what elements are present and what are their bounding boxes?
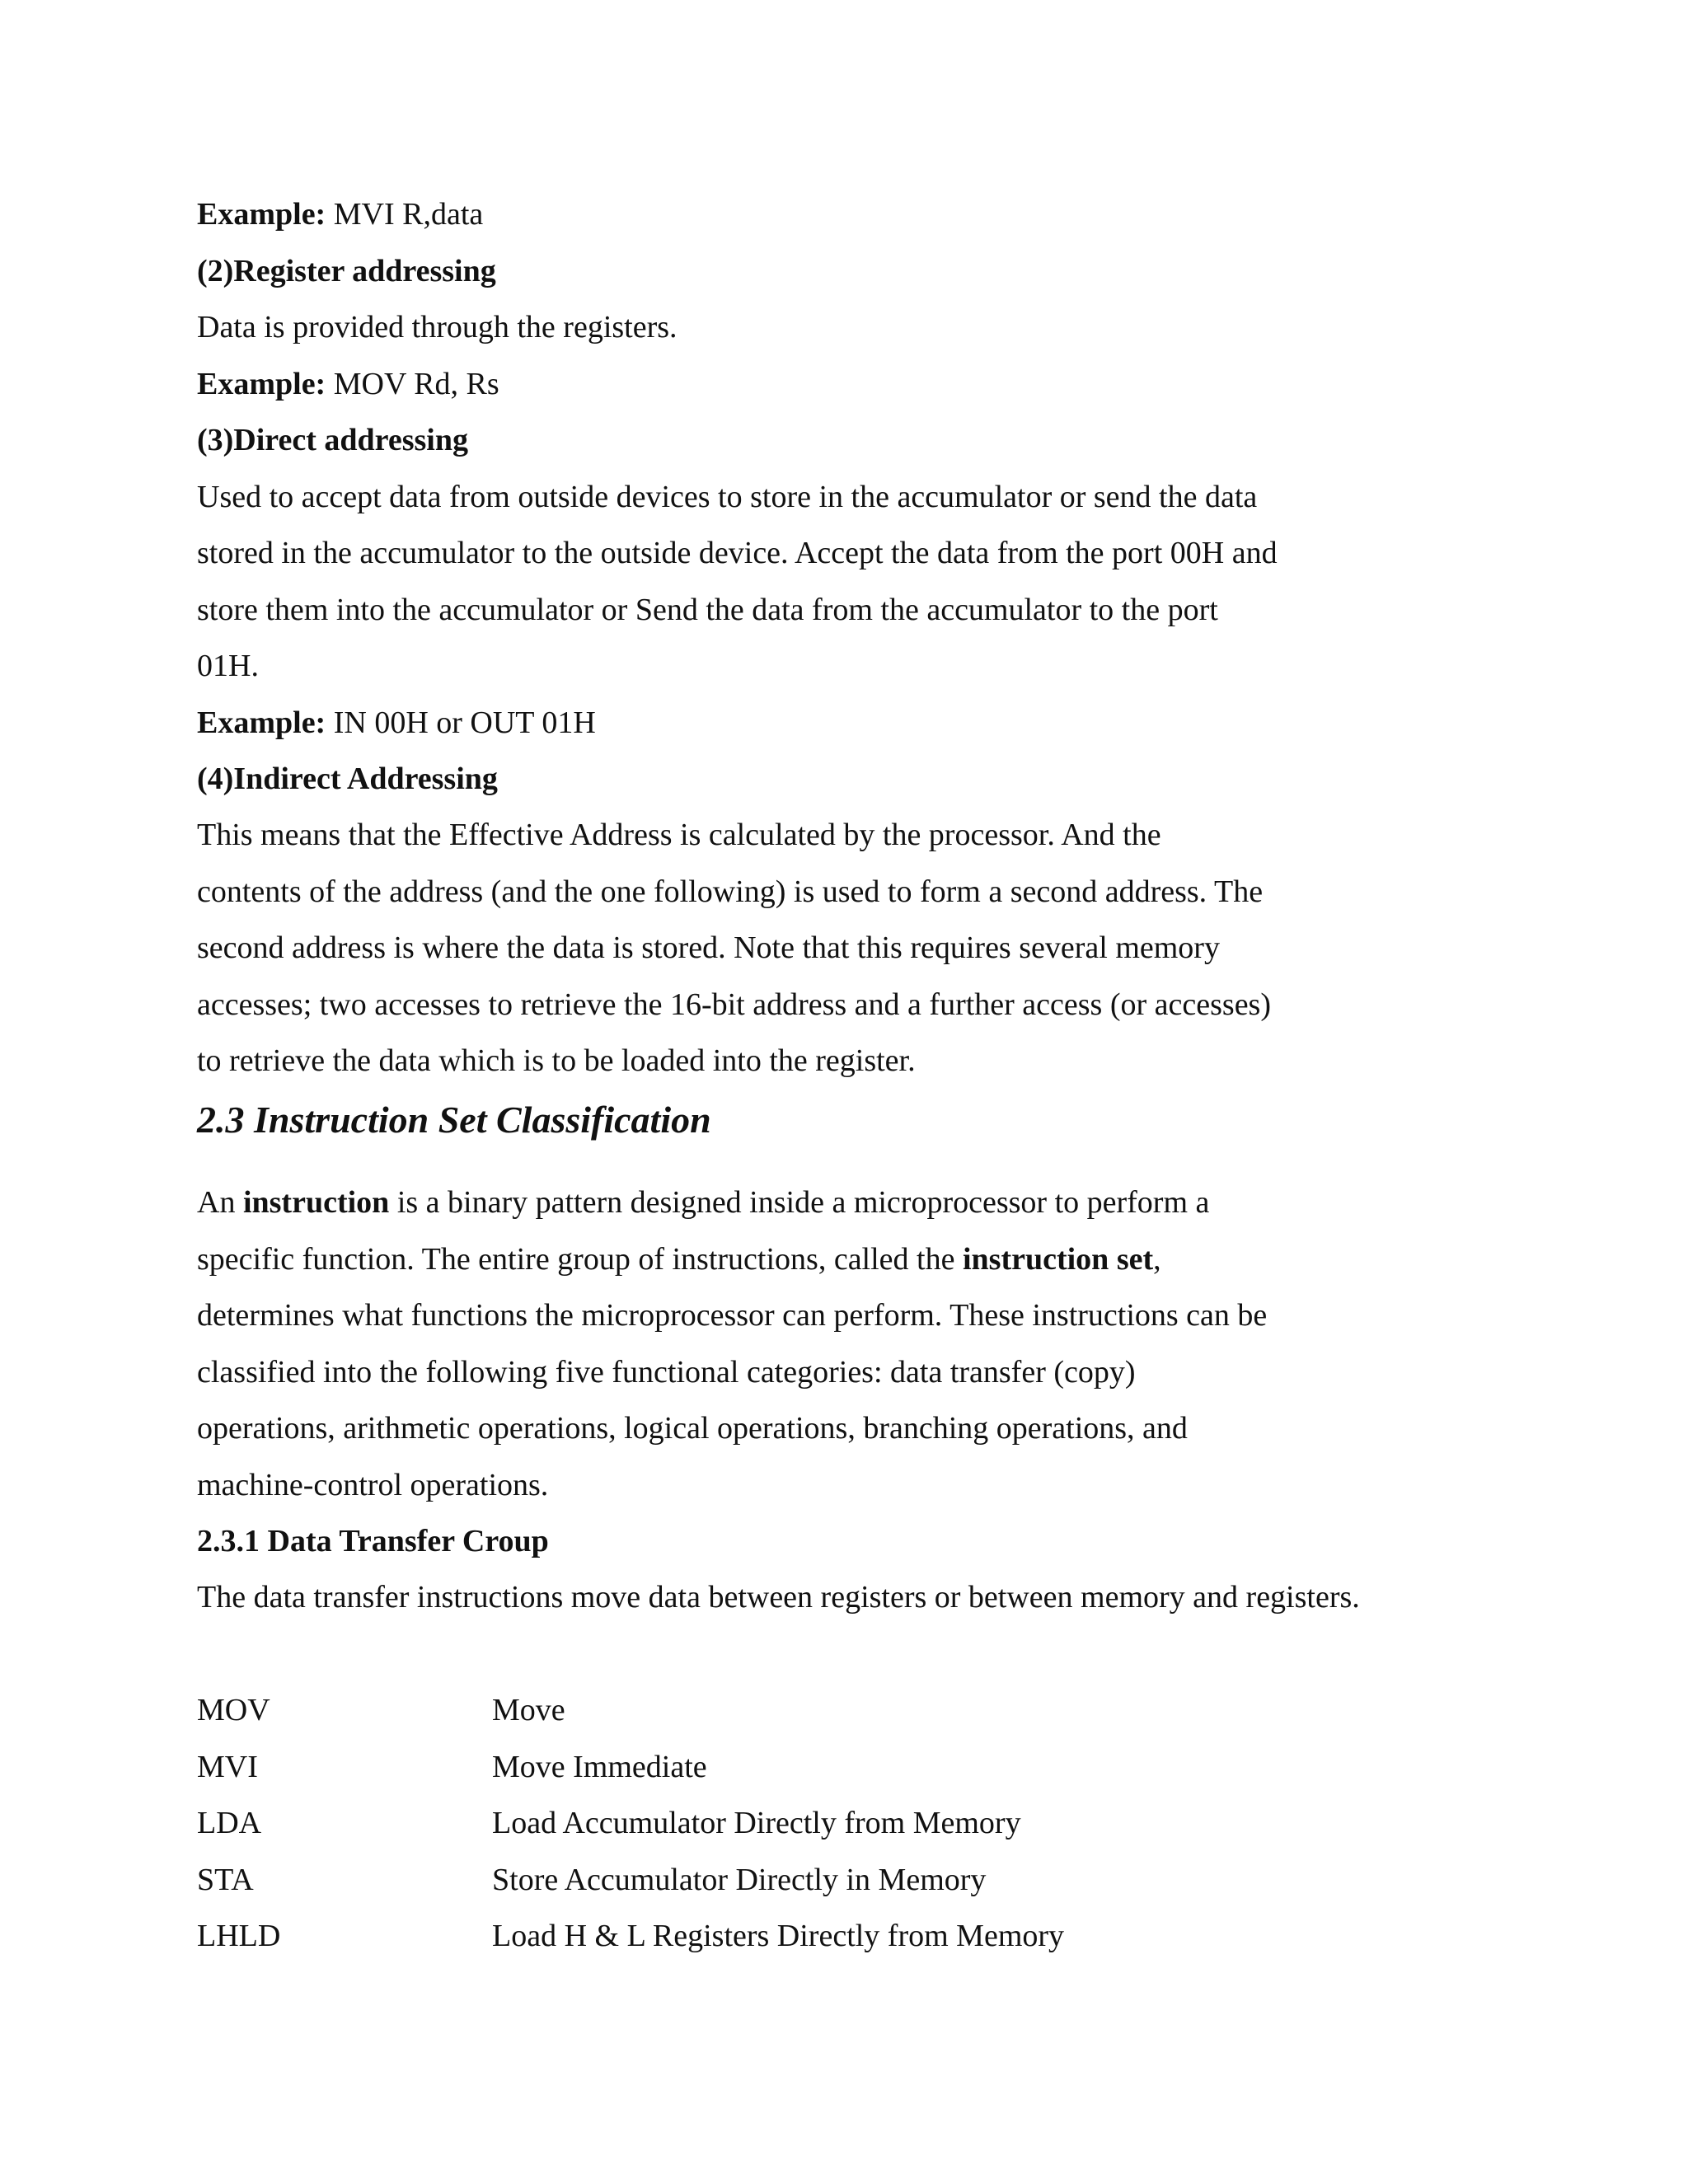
bold-term: instruction set (962, 1242, 1154, 1277)
example-text: MOV Rd, Rs (326, 367, 499, 401)
instruction-code: MVI (197, 1750, 258, 1784)
paragraph-line (197, 1183, 1209, 1221)
instruction-code: STA (197, 1863, 254, 1897)
example-mvi-line (197, 195, 483, 233)
instruction-description: Move (492, 1693, 565, 1727)
instruction-code: MOV (197, 1693, 270, 1727)
register-addressing-body: Data is provided through the registers. (197, 310, 678, 344)
direct-example-line (197, 704, 596, 742)
paragraph-line: contents of the address (and the one following) is used to form a second address. The (197, 874, 1264, 909)
paragraph-line: accesses; two accesses to retrieve the 16-bit address and a further access (or accesses) (197, 987, 1272, 1022)
paragraph-line: determines what functions the microprocessor can perform. These instructions can be (197, 1298, 1268, 1333)
paragraph-line: store them into the accumulator or Send the data from the accumulator to the port (197, 593, 1218, 627)
paragraph-line: machine-control operations. (197, 1468, 549, 1502)
example-label: Example: (197, 197, 326, 232)
direct-addressing-heading: (3)Direct addressing (197, 423, 468, 457)
paragraph-line: Used to accept data from outside devices to store in the accumulator or send the data (197, 480, 1258, 514)
paragraph-line: second address is where the data is stored. Note that this requires several memory (197, 930, 1220, 965)
example-text: IN 00H or OUT 01H (326, 705, 596, 740)
paragraph-line: classified into the following five functional categories: data transfer (copy) (197, 1355, 1136, 1390)
register-addressing-heading: (2)Register addressing (197, 254, 496, 288)
instruction-description: Move Immediate (492, 1750, 707, 1784)
instruction-description: Load H & L Registers Directly from Memory (492, 1919, 1065, 1953)
subsection-body: The data transfer instructions move data between registers or between memory and registers. (197, 1580, 1360, 1615)
paragraph-line: This means that the Effective Address is calculated by the processor. And the (197, 818, 1161, 852)
instruction-code: LHLD (197, 1919, 281, 1953)
indirect-addressing-heading: (4)Indirect Addressing (197, 762, 498, 796)
instruction-code: LDA (197, 1806, 262, 1840)
text-run: is a binary pattern designed inside a microprocessor to perform a (389, 1185, 1210, 1220)
paragraph-line: operations, arithmetic operations, logical operations, branching operations, and (197, 1411, 1188, 1446)
text-run: specific function. The entire group of instructions, called the (197, 1242, 963, 1277)
paragraph-line (197, 1240, 1161, 1278)
paragraph-line: stored in the accumulator to the outside device. Accept the data from the port 00H and (197, 536, 1278, 570)
example-label: Example: (197, 705, 326, 740)
text-run: , (1153, 1242, 1161, 1277)
paragraph-line: 01H. (197, 649, 259, 683)
subsection-title: 2.3.1 Data Transfer Croup (197, 1524, 549, 1558)
text-run: An (197, 1185, 243, 1220)
instruction-description: Store Accumulator Directly in Memory (492, 1863, 987, 1897)
section-title: 2.3 Instruction Set Classification (197, 1099, 711, 1141)
example-label: Example: (197, 367, 326, 401)
instruction-description: Load Accumulator Directly from Memory (492, 1806, 1021, 1840)
paragraph-line: to retrieve the data which is to be loaded into the register. (197, 1043, 916, 1078)
bold-term: instruction (242, 1185, 390, 1220)
register-example-line (197, 365, 499, 403)
example-text: MVI R,data (326, 197, 484, 232)
